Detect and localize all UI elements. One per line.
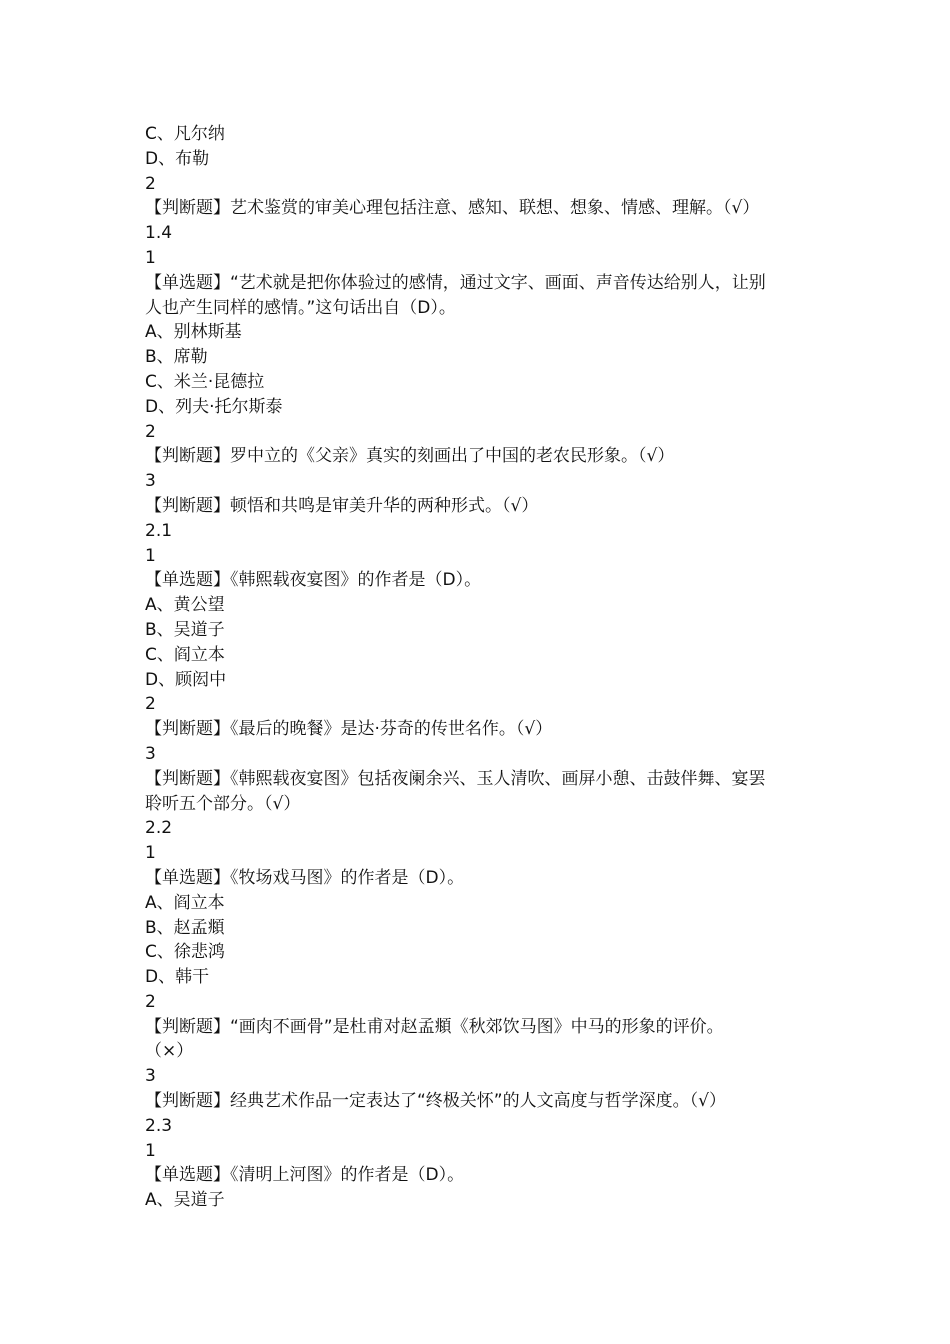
question-number: 2 <box>145 991 156 1012</box>
option-line: A、吴道子 <box>145 1190 225 1211</box>
question-number: 3 <box>145 743 156 764</box>
option-line: D、列夫·托尔斯泰 <box>145 396 283 417</box>
section-number: 2.3 <box>145 1115 173 1136</box>
question-number: 3 <box>145 1066 156 1087</box>
option-line: B、吴道子 <box>145 619 225 640</box>
question-text: 【判断题】《最后的晚餐》是达·芬奇的传世名作。（√） <box>145 719 553 740</box>
option-line: C、凡尔纳 <box>145 124 225 144</box>
option-line: D、布勒 <box>145 148 210 169</box>
question-text: 【单选题】“艺术就是把你体验过的感情，通过文字、画面、声音传达给别人，让别 <box>145 272 766 293</box>
document-body <box>145 122 825 1213</box>
question-number: 1 <box>145 545 156 566</box>
question-text: 【单选题】《清明上河图》的作者是（D）。 <box>145 1165 465 1186</box>
option-line: C、米兰·昆德拉 <box>145 371 265 392</box>
question-text: 【判断题】艺术鉴赏的审美心理包括注意、感知、联想、想象、情感、理解。（√） <box>145 198 760 219</box>
option-line: C、阎立本 <box>145 644 225 665</box>
section-number: 2.1 <box>145 520 173 541</box>
question-number: 3 <box>145 471 156 492</box>
option-line: A、阎立本 <box>145 892 225 913</box>
option-line: D、韩干 <box>145 967 210 988</box>
question-text-continued: 人也产生同样的感情。”这句话出自（D）。 <box>145 297 456 318</box>
question-text-continued: 聆听五个部分。（√） <box>145 793 301 814</box>
option-line: D、顾闳中 <box>145 669 227 690</box>
question-text-continued: （×） <box>145 1041 194 1062</box>
question-text: 【判断题】《韩熙载夜宴图》包括夜阑余兴、玉人清吹、画屏小憩、击鼓伴舞、宴罢 <box>145 768 766 789</box>
option-line: B、席勒 <box>145 347 208 368</box>
question-number: 1 <box>145 843 156 864</box>
question-text: 【判断题】经典艺术作品一定表达了“终极关怀”的人文高度与哲学深度。（√） <box>145 1091 726 1112</box>
question-number: 1 <box>145 1140 156 1161</box>
question-text: 【判断题】顿悟和共鸣是审美升华的两种形式。（√） <box>145 495 539 516</box>
option-line: A、别林斯基 <box>145 322 242 343</box>
question-number: 2 <box>145 694 156 715</box>
question-number: 1 <box>145 247 156 268</box>
question-text: 【判断题】“画肉不画骨”是杜甫对赵孟頫《秋郊饮马图》中马的形象的评价。 <box>145 1016 724 1037</box>
question-number: 2 <box>145 173 156 194</box>
option-line: A、黄公望 <box>145 595 225 616</box>
option-line: C、徐悲鸿 <box>145 942 225 963</box>
section-number: 2.2 <box>145 818 173 839</box>
question-text: 【单选题】《韩熙载夜宴图》的作者是（D）。 <box>145 570 482 591</box>
section-number: 1.4 <box>145 223 173 244</box>
question-text: 【单选题】《牧场戏马图》的作者是（D）。 <box>145 867 465 888</box>
option-line: B、赵孟頫 <box>145 917 225 938</box>
question-text: 【判断题】罗中立的《父亲》真实的刻画出了中国的老农民形象。（√） <box>145 446 675 467</box>
question-number: 2 <box>145 421 156 442</box>
